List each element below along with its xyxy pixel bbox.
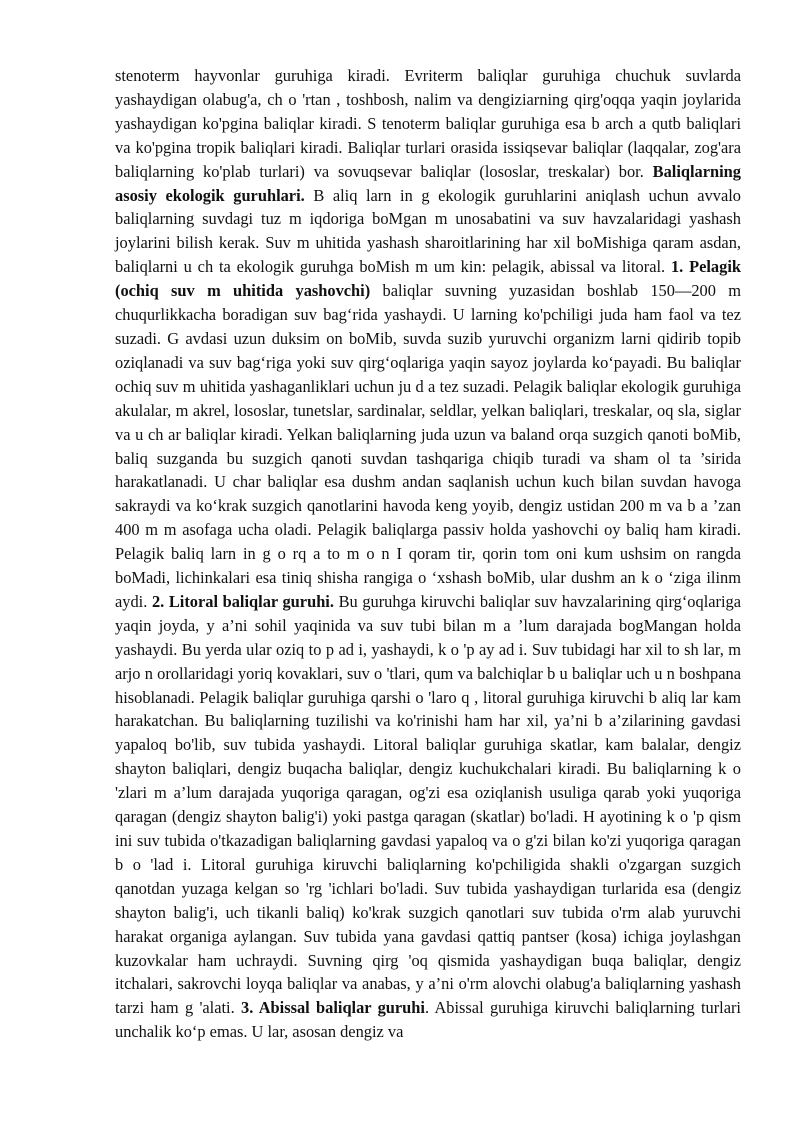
text-segment: B aliq larn in g ekologik guruhlarini aniqlash uchun avvalo baliqlarning suvdagi tuz m iqdoriga boMgan m unosabatini va suv havzalaridagi yashash joylarini bilish kerak. Suv m uhitida yashash sharoitlarining har xil boMishiga qaram asdan, baliqlarni u ch ta ekologik guruhga boMish m um kin: pelagik, abissal va litoral.	[115, 185, 741, 277]
heading-abyssal: 3. Abissal baliqlar guruhi	[241, 998, 425, 1018]
heading-ecological-groups: Baliqlarning asosiy ekologik guruhlari.	[115, 161, 741, 205]
heading-pelagic: 1. Pelagik (ochiq suv m uhitida yashovchi)	[115, 257, 741, 301]
text-segment: Bu guruhga kiruvchi baliqlar suv havzalarining qirg‘oqlariga yaqin joyda, y a’ni sohil yaqinida va suv tubi bilan m a ’lum darajada bogMangan holda yashaydi. Bu yerda ular oziq to p ad i, yashaydi, k o 'p ay ad i. Suv tubidagi har xil to sh lar, m arjo n orollaridagi yoriq kovaklari, suv o 'tlari, qum va balchiqlar b u baliqlar uch u n boshpana hisoblanadi. Pelagik baliqlar guruhiga qarshi o 'laro q , litoral guruhiga kiruvchi b aliq lar kam harakatchan. Bu baliqlarning tuzilishi va ko'rinishi ham har xil, ya’ni b a’zilarining gavdasi yapaloq bo'lib, suv tubida yashaydi. Litoral baliqlar guruhiga skatlar, kam balalar, dengiz shayton baliqlari, dengiz buqacha baliqlar, dengiz kuchukchalari kiradi. Bu baliqlarning k o 'zlari m a’lum darajada yuqoriga qaragan, og'zi esa oziqlanish usuliga qarab yoki yuqoriga qaragan (dengiz shayton balig'i) yoki pastga qaragan (skatlar) bo'ladi. H ayotining k o 'p qism ini suv tubida o'tkazadigan baliqlarning gavdasi yapaloq va o g'zi bilan ko'zi yuqoriga qaragan b o 'lad i. Litoral guruhiga kiruvchi baliqlarning ko'pchiligida shakli o'zgargan suzgich qanotdan yuzaga kelgan so 'rg 'ichlari bo'ladi. Suv tubida yashaydigan turlarida esa (dengiz shayton balig'i, uch tikanli baliq) ko'krak suzgich qanotlari suv tubida o'rm alab yuruvchi harakat organiga aylangan. Suv tubida yana gavdasi qattiq pantser (kosa) ichiga joylashgan kuzovkalar ham uchraydi. Suvning qirg 'oq qismida yashaydigan buqa baliqlar, dengiz itchalari, sakrovchi loyqa baliqlar va anabas, y a’ni o'rm alovchi olabug'a baliqlarning yashash tarzi ham g 'alati.	[115, 591, 742, 1018]
document-page	[115, 64, 741, 1044]
text-segment: baliqlar suvning yuzasidan boshlab 150—200 m chuqurlikkacha boradigan suv bag‘rida yashaydi. U larning ko'pchiligi juda ham faol va tez suzadi. G avdasi uzun duksim on boMib, suvda suzib yuruvchi organizm larni qidirib topib oziqlanadi va suv bag‘riga yoki suv qirg‘oqlariga yaqin sayoz joylarda ko‘payadi. Bu baliqlar ochiq suv m uhitida yashaganliklari uchun ju d a tez suzadi. Pelagik baliqlar ekologik guruhiga akulalar, m akrel, lososlar, tunetslar, sardinalar, seldlar, yelkan baliqlari, treskalar, oq sla, siglar va u ch ar baliqlar kiradi. Yelkan baliqlarning juda uzun va baland orqa suzgich qanoti boMib, baliq suzganda bu suzgich qanoti suvdan tashqariga chiqib turadi va sham ol ta ’sirida harakatlanadi. U char baliqlar esa dushm andan saqlanish uchun kuch bilan suvdan havoga sakraydi va ko‘krak suzgich qanotlarini havoda keng yoyib, dengiz ustidan 200 m va b a ’zan 400 m m asofaga ucha oladi. Pelagik baliqlarga passiv holda yashovchi oy baliq ham kiradi. Pelagik baliq larn in g o rq a to m o n I qoram tir, qorin tom oni kum ushsim on rangda boMadi, lichinkalari esa tiniq shisha rangiga o ‘xshash boMib, ular dushm an k o ‘ziga ilinm aydi.	[115, 281, 741, 611]
body-paragraph	[115, 64, 741, 1044]
heading-littoral: 2. Litoral baliqlar guruhi.	[151, 591, 334, 611]
text-segment: . Abissal guruhiga kiruvchi baliqlarning turlari unchalik ko‘p emas. U lar, asosan dengiz va	[115, 998, 741, 1042]
text-segment: stenoterm hayvonlar guruhiga kiradi. Evriterm baliqlar guruhiga chuchuk suvlarda yashaydigan olabug'a, ch o 'rtan , toshbosh, nalim va dengiziarning qirg'oqqa yaqin joylarida yashaydigan ko'pgina baliqlar kiradi. S tenoterm baliqlar guruhiga esa b arch a qutb baliqlari va ko'pgina tropik baliqlari kiradi. Baliqlar turlari orasida issiqsevar baliqlar (laqqalar, zog'ara baliqlarning ko'plab turlari) va sovuqsevar baliqlar (lososlar, treskalar) bor.	[115, 66, 741, 181]
